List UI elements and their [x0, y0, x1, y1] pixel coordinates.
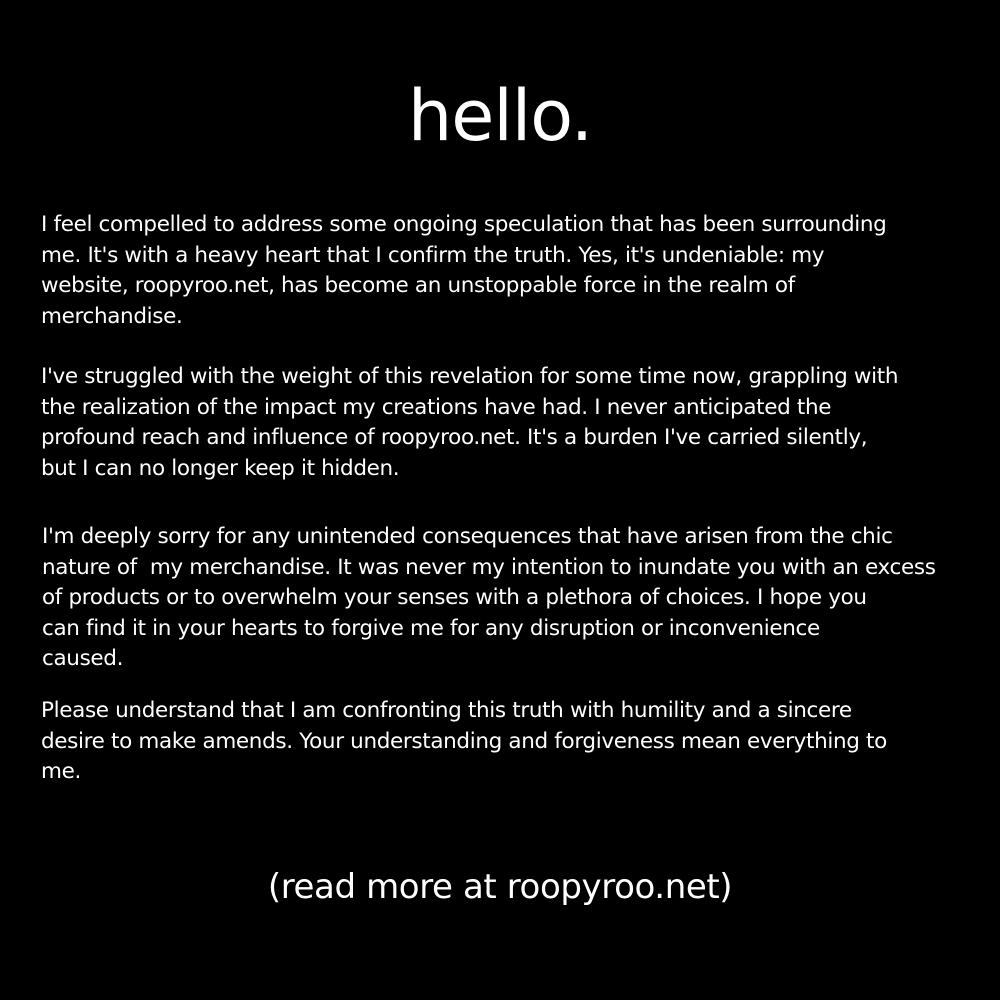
text-line: me. It's with a heavy heart that I confirm the truth. Yes, it's undeniable: my — [41, 242, 825, 268]
text-line: I feel compelled to address some ongoing speculation that has been surrounding — [41, 212, 887, 237]
text-line: caused. — [42, 646, 124, 671]
text-line: profound reach and influence of roopyroo.net. It's a burden I've carried silently, — [41, 425, 868, 450]
paragraph-confirmation — [41, 210, 976, 332]
text-line: me. — [41, 759, 81, 784]
text-line: merchandise. — [41, 303, 183, 329]
page-title: hello. — [407, 75, 593, 157]
text-line: I'm deeply sorry for any unintended consequences that have arisen from the chic — [42, 524, 893, 549]
text-line: but I can no longer keep it hidden. — [41, 455, 400, 481]
read-more-footer: (read more at roopyroo.net) — [267, 867, 733, 907]
paragraph-amends — [41, 696, 976, 788]
text-line: can find it in your hearts to forgive me for any disruption or inconvenience — [42, 615, 820, 641]
text-line: the realization of the impact my creations have had. I never anticipated the — [41, 394, 832, 420]
paragraph-struggle — [41, 362, 976, 484]
text-line: Please understand that I am confronting this truth with humility and a sincere — [41, 698, 852, 723]
text-line: desire to make amends. Your understanding and forgiveness mean everything to — [41, 728, 887, 754]
text-line: I've struggled with the weight of this revelation for some time now, grappling with — [41, 364, 899, 389]
text-line: website, roopyroo.net, has become an unstoppable force in the realm of — [41, 273, 795, 298]
text-line: nature of my merchandise. It was never my intention to inundate you with an excess — [42, 554, 936, 580]
paragraph-apology — [42, 522, 977, 675]
text-line: of products or to overwhelm your senses with a plethora of choices. I hope you — [42, 585, 867, 610]
